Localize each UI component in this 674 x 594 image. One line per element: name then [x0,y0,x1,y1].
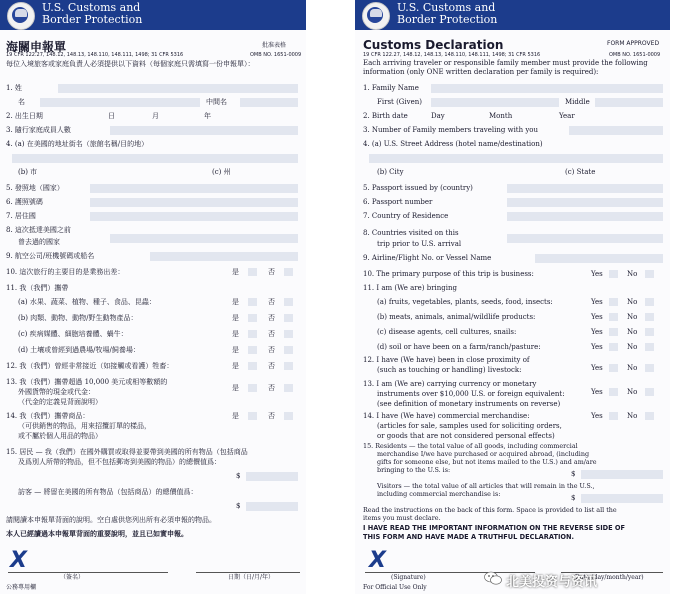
label-day: 日 [108,112,115,120]
label-countries-visited: 8. 這次抵達美國之前 [6,226,71,234]
q14-no-box[interactable] [284,412,293,420]
no-label: 否 [268,362,275,370]
cbp-seal-icon [362,2,390,30]
yes-label: 是 [232,298,239,306]
q11d-no-box[interactable] [645,343,654,351]
q11b-no-box[interactable] [284,314,293,322]
first-name-field[interactable] [431,98,559,107]
label-q14-3: or goods that are not considered personal effects) [377,432,555,440]
label-family-name: 1. Family Name [363,84,419,92]
yes-label: 是 [232,384,239,392]
label-airline: 9. Airline/Flight No. or Vessel Name [363,254,492,262]
signature-x-mark: X [10,548,27,573]
label-q14-2: (articles for sale, samples used for soliciting orders, [377,422,562,430]
q11a-no-box[interactable] [284,298,293,306]
dollar-sign: $ [571,494,576,502]
dollar-sign: $ [236,502,241,510]
q13-yes-box[interactable] [609,388,618,396]
q11c-yes-box[interactable] [248,330,257,338]
label-q15-visitors: Visitors — the total value of all articles that will remain in the U.S., [377,482,595,490]
omb-number: OMB NO. 1651-0009 [250,52,302,58]
label-us-address: 4. (a) 在美國的地址街名（旅館名稱/目的地） [6,140,149,148]
yes-label: 是 [232,362,239,370]
yes-label: Yes [591,343,603,351]
dollar-sign: $ [236,472,241,480]
q10-yes-box[interactable] [248,268,257,276]
no-label: No [627,412,638,420]
label-q14-3: 或不屬於個人用品的物品） [18,432,102,440]
q11c-yes-box[interactable] [609,328,618,336]
yes-label: Yes [591,328,603,336]
label-q14: 14. 我（我們）攜帶商品： [6,412,90,420]
no-label: No [627,343,638,351]
q11a-no-box[interactable] [645,298,654,306]
label-passport-country: 5. Passport issued by (country) [363,184,473,192]
q12-no-box[interactable] [284,362,293,370]
q12-no-box[interactable] [645,364,654,372]
label-q11c: (c) 疾病媒體、細胞培養體、蝸牛： [18,330,128,338]
omb-number: OMB NO. 1651-0009 [609,52,661,58]
date-label: Date (day/month/year) [575,574,644,581]
label-month: Month [489,112,513,120]
yes-label: Yes [591,313,603,321]
label-q14: 14. I have (We have) commercial merchandise: [363,412,530,420]
label-passport-number: 6. 護照號碼 [6,198,43,206]
q11b-no-box[interactable] [645,313,654,321]
label-q12: 12. I have (We have) been in close proximity of [363,356,530,364]
label-q14-2: （可供銷售的物品，用來招攬訂單的樣品， [18,422,151,430]
q11c-no-box[interactable] [645,328,654,336]
cbp-banner [0,0,306,30]
instructions-text: Read the instructions on the back of this form. Space is provided to list all the [363,506,617,514]
chinese-declaration-form [0,0,306,594]
label-q15-residents-4: bringing to the U.S. is: [377,466,451,474]
label-middle-name: 中間名 [206,98,227,106]
visitors-total-field[interactable] [246,502,298,511]
label-q15-visitors-2: including commercial merchandise is: [377,490,501,498]
label-month: 月 [152,112,159,120]
q11b-yes-box[interactable] [248,314,257,322]
residence-field[interactable] [507,212,663,221]
form-approved: 批准表格 [262,42,287,49]
label-q13: 13. 我（我們）攜帶超過 10,000 美元或相等數額的 [6,378,168,386]
residents-total-field[interactable] [246,472,298,481]
yes-label: Yes [591,298,603,306]
no-label: 否 [268,384,275,392]
label-first-name: First (Given) [377,98,422,106]
label-q15-residents: 15. 居民 — 我（我們）在國外購買或取得並要帶到美國的所有物品（包括商品 [6,448,248,456]
label-family-members: 3. 隨行家庭成員人數 [6,126,71,134]
no-label: No [627,270,638,278]
yes-label: 是 [232,314,239,322]
label-q15-visitors: 訪客 — 將留在美國的所有物品（包括商品）的總價值爲： [18,488,198,496]
airline-field[interactable] [535,254,663,263]
truthful-declaration-statement-2: THIS FORM AND HAVE MADE A TRUTHFUL DECLARATION. [363,533,575,541]
family-name-field[interactable] [431,84,663,93]
label-state: (c) 州 [212,168,231,176]
label-day: Day [431,112,445,120]
label-q13-3: （代金的定義見背面說明） [18,398,102,406]
q11d-yes-box[interactable] [248,346,257,354]
q13-yes-box[interactable] [248,384,257,392]
label-birth-date: 2. 出生日期 [6,112,43,120]
label-family-members: 3. Number of Family members traveling with you [363,126,539,134]
label-year: 年 [204,112,211,120]
label-q11d: (d) soil or have been on a farm/ranch/pasture: [377,343,541,351]
no-label: No [627,388,638,396]
label-birth-date: 2. Birth date [363,112,408,120]
first-name-field[interactable] [40,98,200,107]
label-q11d: (d) 土壤或曾經到過農場/牧場/飼養場： [18,346,140,354]
label-airline: 9. 航空公司/班機號碼或船名 [6,252,95,260]
cbp-banner [355,0,670,30]
label-passport-country: 5. 發照地（國家） [6,184,64,192]
no-label: 否 [268,314,275,322]
english-declaration-form [355,0,670,594]
label-q15-residents-2: merchandise I/we have purchased or acquired abroad, (including [377,450,590,458]
label-q15-residents-3: gifts for someone else, but not items mailed to the U.S.) and am/are [377,458,597,466]
official-use-label: 公務專用欄 [6,584,37,591]
yes-label: Yes [591,270,603,278]
no-label: No [627,328,638,336]
countries-visited-field[interactable] [507,234,663,243]
label-q11c: (c) disease agents, cell cultures, snails: [377,328,517,336]
signature-line[interactable] [8,572,168,573]
label-state: (c) State [565,168,596,176]
truthful-declaration-statement: I HAVE READ THE IMPORTANT INFORMATION ON THE REVERSE SIDE OF [363,524,626,532]
signature-label: （簽名） [60,574,85,581]
no-label: 否 [268,298,275,306]
watermark-text: 北美投资与资讯 [506,575,598,590]
countries-visited-field[interactable] [110,234,298,243]
family-name-field[interactable] [58,84,298,93]
no-label: No [627,313,638,321]
label-q13-2: instruments over $10,000 U.S. or foreign equivalent: [377,390,565,398]
cfr-reference: 19 CFR 122.27, 148.12, 148.13, 148.110, 148.111, 1498; 31 CFR 5316 [363,52,541,58]
label-passport-number: 6. Passport number [363,198,433,206]
q11a-yes-box[interactable] [609,298,618,306]
no-label: 否 [268,346,275,354]
us-address-field[interactable] [12,154,298,163]
airline-field[interactable] [150,252,298,261]
passport-number-field[interactable] [507,198,663,207]
label-q10: 10. The primary purpose of this trip is business: [363,270,534,278]
label-residence: 7. Country of Residence [363,212,449,220]
passport-number-field[interactable] [90,198,298,207]
q13-no-box[interactable] [284,384,293,392]
date-line[interactable] [196,572,300,573]
label-q11a: (a) fruits, vegetables, plants, seeds, food, insects: [377,298,553,306]
q12-yes-box[interactable] [609,364,618,372]
q10-yes-box[interactable] [609,270,618,278]
official-use-label: For Official Use Only [363,584,427,591]
label-middle-name: Middle [565,98,590,106]
q14-no-box[interactable] [645,412,654,420]
us-address-field[interactable] [369,154,663,163]
label-q12: 12. 我（我們）曾經非常接近（如接觸或看護）牲畜： [6,362,174,370]
q10-no-box[interactable] [645,270,654,278]
label-countries-visited-2: trip prior to U.S. arrival [377,240,462,248]
no-label: 否 [268,330,275,338]
label-city: (b) 市 [18,168,38,176]
label-countries-visited: 8. Countries visited on this [363,229,459,237]
date-label: 日期（日/月/年） [228,574,275,581]
yes-label: 是 [232,268,239,276]
passport-country-field[interactable] [507,184,663,193]
residents-total-field[interactable] [581,470,663,479]
yes-label: Yes [591,412,603,420]
family-members-field[interactable] [569,126,663,135]
cfr-reference: 19 CFR 122.27, 148.12, 148.13, 148.110, 148.111, 1498; 31 CFR 5316 [6,52,184,58]
signature-label: (Signature) [391,574,426,581]
yes-label: Yes [591,364,603,372]
middle-name-field[interactable] [595,98,663,107]
no-label: 否 [268,268,275,276]
instructions-text: 請閱讀本申報單背面的說明。空白處供您列出所有必須申報的物品。 [6,516,216,524]
label-countries-visited-2: 曾去過的國家 [18,238,60,246]
q14-yes-box[interactable] [248,412,257,420]
dollar-sign: $ [571,470,576,478]
visitors-total-field[interactable] [581,494,663,503]
label-q11b: (b) 肉類、動物、動物/野生動物產品： [18,314,138,322]
label-q10: 10. 這次旅行的主要目的是業務出差： [6,268,125,276]
form-intro: 每位入境旅客或家庭負責人必須提供以下資料（每個家庭只需填寫一份申報單）： [6,60,255,68]
q11b-yes-box[interactable] [609,313,618,321]
label-q13-2: 外國貨幣的現金或代金： [18,388,95,396]
q10-no-box[interactable] [284,268,293,276]
passport-country-field[interactable] [90,184,298,193]
label-q12-2: (such as touching or handling) livestock: [377,366,522,374]
label-us-address: 4. (a) U.S. Street Address (hotel name/destination) [363,140,543,148]
q11d-yes-box[interactable] [609,343,618,351]
label-q13-3: (see definition of monetary instruments on reverse) [377,400,561,408]
label-city: (b) City [377,168,404,176]
form-intro: Each arriving traveler or responsible family member must provide the following information (only ONE written declaration per family is required): [363,59,648,76]
label-q11: 11. I am (We are) bringing [363,284,458,292]
truthful-declaration-statement: 本人已經讀過本申報單背面的重要說明，並且已如實申報。 [6,530,188,538]
q11a-yes-box[interactable] [248,298,257,306]
label-q13: 13. I am (We are) carrying currency or monetary [363,380,537,388]
label-first-name: 名 [18,98,25,106]
form-title: Customs Declaration [363,38,504,52]
label-year: Year [559,112,575,120]
residence-field[interactable] [90,212,298,221]
q12-yes-box[interactable] [248,362,257,370]
q13-no-box[interactable] [645,388,654,396]
agency-name: U.S. Customs and Border Protection [42,1,143,26]
family-members-field[interactable] [110,126,298,135]
label-q11: 11. 我（我們）攜帶 [6,284,69,292]
wechat-icon [484,571,502,585]
label-q11b: (b) meats, animals, animal/wildlife products: [377,313,536,321]
q11c-no-box[interactable] [284,330,293,338]
yes-label: 是 [232,330,239,338]
label-q15-residents: 15. Residents — the total value of all goods, including commercial [363,442,578,450]
q14-yes-box[interactable] [609,412,618,420]
no-label: No [627,364,638,372]
yes-label: 是 [232,346,239,354]
instructions-text-2: items you must declare. [363,514,441,522]
label-residence: 7. 居住國 [6,212,36,220]
no-label: No [627,298,638,306]
label-q15-residents-2: 及爲別人所帶的物品，但不包括郵寄到美國的物品）的總價值爲： [18,458,221,466]
signature-x-mark: X [369,548,386,573]
cbp-seal-icon [7,2,35,30]
form-approved: FORM APPROVED [607,40,660,47]
agency-name: U.S. Customs and Border Protection [397,1,498,26]
no-label: 否 [268,412,275,420]
q11d-no-box[interactable] [284,346,293,354]
label-family-name: 1. 姓 [6,84,22,92]
yes-label: 是 [232,412,239,420]
yes-label: Yes [591,388,603,396]
middle-name-field[interactable] [240,98,298,107]
form-title: 海關申報單 [6,40,67,54]
label-q11a: (a) 水果、蔬菜、植物、種子、食品、昆蟲： [18,298,156,306]
